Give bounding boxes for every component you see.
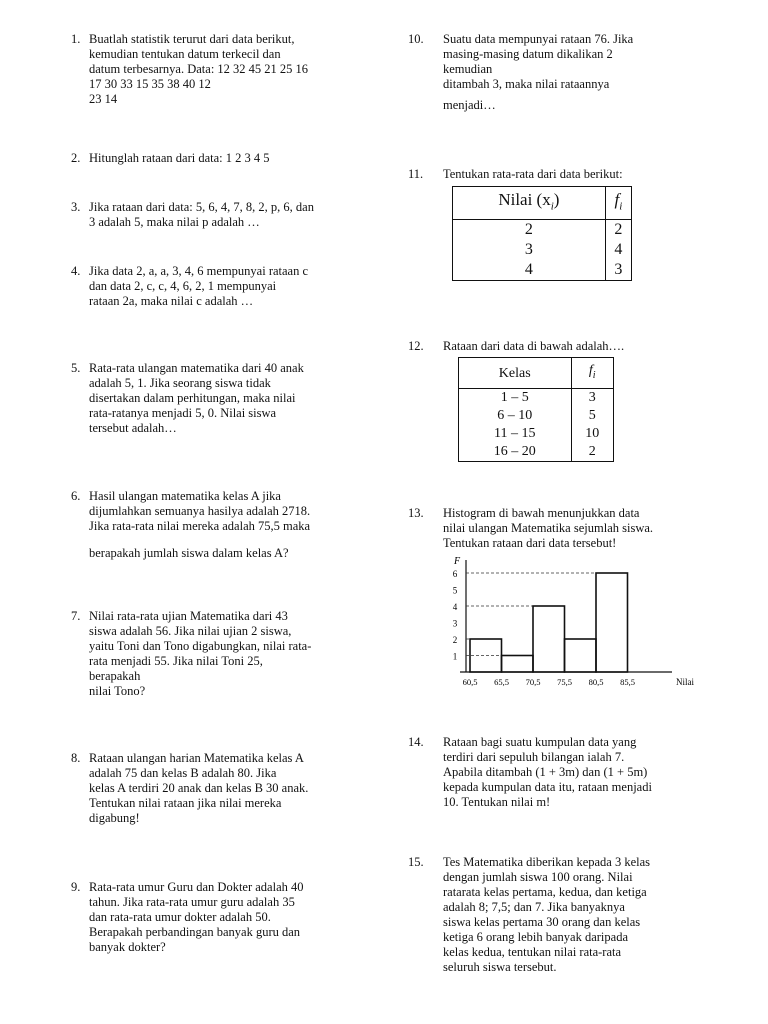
- question-number: 6.: [71, 489, 81, 503]
- question-text: Tes Matematika diberikan kepada 3 kelas dengan jumlah siswa 100 orang. Nilai ratarata kelas pertama, kedua, dan ketiga adalah 8; 7,5; dan 7. Jika banyaknya siswa kelas pertama 30 orang dan kelas ketiga 6 orang lebih banyak daripada kelas kedua, tentukan nilai rata-rata seluruh siswa tersebut.: [443, 855, 651, 974]
- question-number: 3.: [71, 200, 81, 214]
- question-8: [71, 751, 364, 826]
- column-header-nilai: Nilai $(x_i)$: [453, 187, 606, 220]
- question-text: Buatlah statistik terurut dari data berikut, kemudian tentukan datum terkecil dan datum terbesarnya. Data: 12 32 45 21 25 16 17 30 33 15 35 38 40 12 23 14: [89, 32, 309, 106]
- question-6: [71, 489, 364, 561]
- x-tick-label: 65,5: [494, 677, 509, 687]
- y-tick-label: 3: [452, 618, 458, 629]
- question-number: 2.: [71, 151, 81, 165]
- question-number: 9.: [71, 880, 81, 894]
- table-row: 4 3: [453, 260, 632, 281]
- table-row: 16 – 20 2: [459, 443, 614, 462]
- table-row: 11 – 15 10: [459, 425, 614, 443]
- column-header-kelas: Kelas: [459, 358, 572, 389]
- question-text: Rata-rata umur Guru dan Dokter adalah 40 tahun. Jika rata-rata umur guru adalah 35 dan rata-rata umur dokter adalah 50. Berapakah perbandingan banyak guru dan banyak dokter?: [89, 880, 304, 954]
- table-row: 6 – 10 5: [459, 407, 614, 425]
- data-table-11: [452, 186, 632, 281]
- question-number: 5.: [71, 361, 81, 375]
- question-text: Rataan ulangan harian Matematika kelas A adalah 75 dan kelas B adalah 80. Jika kelas A terdiri 20 anak dan kelas B 30 anak. Tentukan nilai rataan jika nilai mereka digabung!: [89, 751, 309, 825]
- histogram-bar: [502, 656, 534, 673]
- question-number: 13.: [408, 506, 424, 520]
- y-tick-label: 4: [452, 602, 458, 612]
- x-tick-label: 70,5: [525, 677, 541, 687]
- question-9: [71, 880, 364, 955]
- question-number: 4.: [71, 264, 81, 278]
- question-15: [408, 855, 699, 975]
- histogram-bar: [596, 573, 628, 672]
- question-10: [408, 32, 699, 113]
- column-header-frequency: $f_i$: [605, 187, 631, 220]
- histogram-bar: [565, 639, 597, 672]
- question-text: Suatu data mempunyai rataan 76. Jika masing-masing datum dikalikan 2 kemudian ditambah 3, maka nilai rataannya: [443, 32, 634, 91]
- y-tick-label: 2: [452, 635, 458, 645]
- question-text: Rata-rata ulangan matematika dari 40 anak adalah 5, 1. Jika seorang siswa tidak disertakan dalam perhitungan, maka nilai rata-ratanya menjadi 5, 0. Nilai siswa tersebut adalah…: [89, 361, 304, 435]
- question-text: Jika rataan dari data: 5, 6, 4, 7, 8, 2, p, 6, dan 3 adalah 5, maka nilai p adalah …: [89, 200, 314, 229]
- question-4: [71, 264, 364, 309]
- question-14: [408, 735, 699, 810]
- question-text-continued: berapakah jumlah siswa dalam kelas A?: [89, 546, 289, 560]
- question-number: 7.: [71, 609, 81, 623]
- question-1: [71, 32, 364, 107]
- question-text: Histogram di bawah menunjukkan data nilai ulangan Matematika sejumlah siswa. Tentukan rataan dari data tersebut!: [443, 506, 654, 550]
- question-number: 1.: [71, 32, 81, 46]
- table-row: 2 2: [453, 220, 632, 241]
- question-2: [71, 151, 364, 166]
- question-text: Rataan bagi suatu kumpulan data yang terdiri dari sepuluh bilangan ialah 7. Apabila ditambah (1 + 3m) dan (1 + 5m) kepada kumpulan data itu, rataan menjadi 10. Tentukan nilai m!: [443, 735, 652, 809]
- y-tick-label: 1: [452, 651, 458, 662]
- y-tick-label: 5: [452, 585, 458, 596]
- question-number: 15.: [408, 855, 424, 869]
- table-row: 3 4: [453, 240, 632, 260]
- column-header-frequency: $f_i$: [571, 358, 614, 389]
- question-7: [71, 609, 364, 699]
- question-number: 12.: [408, 339, 424, 353]
- question-text: Nilai rata-rata ujian Matematika dari 43 siswa adalah 56. Jika nilai ujian 2 siswa, yaitu Toni dan Tono digabungkan, nilai rata- rata menjadi 55. Jika nilai Toni 25, berapakah nilai Tono?: [89, 609, 312, 698]
- question-text: Hitunglah rataan dari data: 1 2 3 4 5: [89, 151, 270, 165]
- x-tick-label: 85,5: [620, 677, 635, 687]
- data-table-12: [458, 357, 614, 462]
- histogram-chart: [440, 552, 710, 692]
- question-text: Rataan dari data di bawah adalah….: [443, 339, 625, 353]
- question-13: [408, 506, 699, 551]
- table-row: 1 – 5 3: [459, 389, 614, 408]
- question-11: [408, 167, 699, 182]
- question-number: 8.: [71, 751, 81, 765]
- question-number: 14.: [408, 735, 424, 749]
- question-number: 10.: [408, 32, 424, 46]
- question-number: 11.: [408, 167, 424, 181]
- question-12: [408, 339, 699, 354]
- question-text: Hasil ulangan matematika kelas A jika dijumlahkan semuanya hasilya adalah 2718. Jika rata-rata nilai mereka adalah 75,5 maka: [89, 489, 311, 533]
- question-text: Jika data 2, a, a, 3, 4, 6 mempunyai rataan c dan data 2, c, c, 4, 6, 2, 1 mempunyai rataan 2a, maka nilai c adalah …: [89, 264, 309, 308]
- question-text: Tentukan rata-rata dari data berikut:: [443, 167, 623, 181]
- x-tick-label: 60,5: [462, 677, 478, 687]
- histogram-bar: [533, 606, 565, 672]
- x-axis-label: Nilai: [676, 677, 694, 687]
- question-text-continued: menjadi…: [443, 98, 496, 112]
- x-tick-label: 80,5: [588, 677, 604, 687]
- question-3: [71, 200, 364, 230]
- y-tick-label: 6: [452, 569, 458, 579]
- y-axis-label: F: [454, 556, 461, 567]
- x-tick-label: 75,5: [557, 677, 572, 687]
- question-5: [71, 361, 364, 436]
